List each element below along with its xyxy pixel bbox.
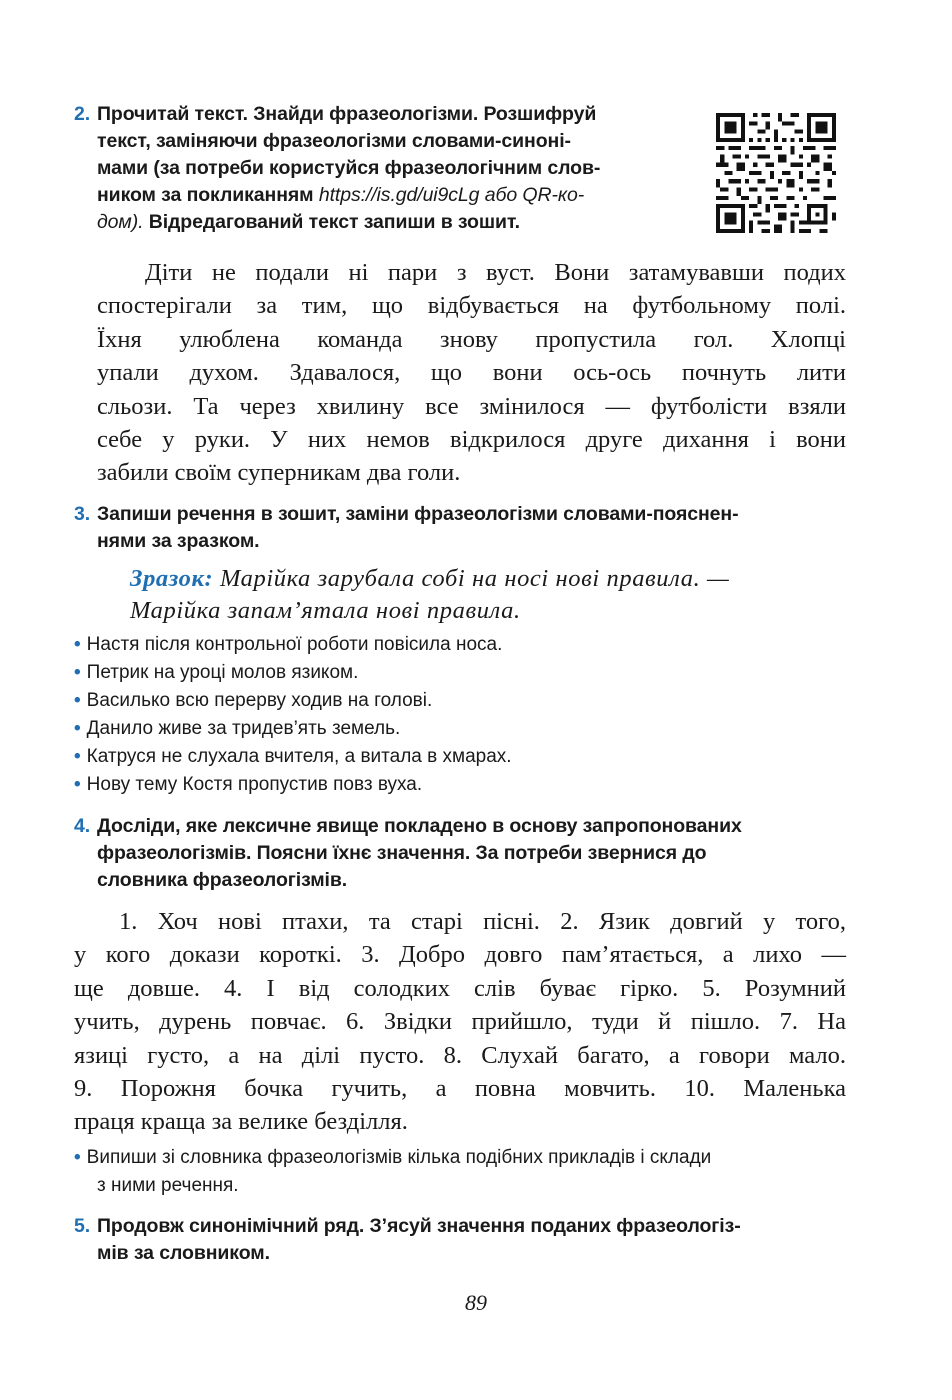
bullet-icon: • — [74, 1147, 81, 1168]
task-4-instructions — [97, 813, 742, 894]
list-item-text: Нову тему Костя пропустив повз вуха. — [86, 774, 423, 795]
sample-text-1: Марійка зарубала собі на носі нові правила. — — [219, 565, 730, 592]
list-item — [74, 631, 512, 659]
task-2 — [74, 101, 600, 236]
sample-line-1 — [130, 563, 729, 595]
qr-code-icon[interactable] — [716, 113, 836, 233]
note-line-2: з ними речення. — [97, 1175, 239, 1196]
sample-line-2: Марійка запам’ятала нові правила. — [130, 597, 521, 624]
list-item-text: Катруся не слухала вчителя, а витала в хмарах. — [86, 746, 512, 767]
text-line: 1. Хоч нові птахи, та старі пісні. 2. Язик довгий у того, — [119, 908, 846, 935]
list-item — [74, 771, 512, 799]
task-2-link[interactable]: https://is.gd/ui9cLg або QR-ко- — [318, 184, 585, 206]
task-3-bullet-list — [74, 631, 512, 799]
bullet-icon: • — [74, 662, 81, 683]
text-line: сльози. Та через хвилину все змінилося — футболісти взяли — [97, 392, 846, 420]
sample-label: Зразок: — [130, 565, 214, 592]
task-4-note — [74, 1144, 711, 1200]
sample-block — [130, 563, 729, 627]
bullet-icon: • — [74, 634, 81, 655]
task-3-number: 3. — [74, 503, 91, 525]
task-2-line-3: мами (за потреби користуйся фразеологічним слов- — [97, 157, 601, 179]
task-5-line-2: мів за словником. — [97, 1242, 270, 1264]
task-2-line-4 — [97, 182, 600, 209]
task-2-line-5 — [97, 209, 600, 236]
text-line: упали духом. Здавалося, що вони ось-ось почнуть лити — [97, 359, 846, 387]
task-2-line-2: текст, заміняючи фразеологізми словами-синоні- — [97, 130, 571, 152]
list-item — [74, 715, 512, 743]
task-2-instructions — [97, 101, 600, 236]
bullet-icon: • — [74, 718, 81, 739]
text-line: себе у руки. У них немов відкрилося друге дихання і вони — [97, 426, 846, 454]
task-2-line-5-italic: дом). — [97, 211, 144, 233]
list-item — [74, 687, 512, 715]
list-item-text: Данило живе за тридев’ять земель. — [86, 718, 401, 739]
task-4-text — [74, 905, 846, 1139]
text-line: забили своїм суперникам два голи. — [97, 459, 461, 487]
task-4-line-3: словника фразеологізмів. — [97, 869, 348, 891]
list-item-text: Петрик на уроці молов язиком. — [86, 662, 359, 683]
task-3-line-2: нями за зразком. — [97, 530, 260, 552]
task-3-instructions — [97, 501, 738, 555]
page-number: 89 — [465, 1290, 487, 1315]
list-item-text: Василько всю перерву ходив на голові. — [86, 690, 433, 711]
text-line: ще довше. 4. І від солодких слів буває гірко. 5. Розумний — [74, 974, 846, 1002]
task-5-instructions — [97, 1213, 741, 1267]
list-item — [74, 659, 512, 687]
text-line: Діти не подали ні пари з вуст. Вони затамувавши подих — [145, 259, 846, 286]
bullet-icon: • — [74, 774, 81, 795]
text-line: Їхня улюблена команда знову пропустила гол. Хлопці — [97, 325, 846, 353]
task-3 — [74, 501, 738, 555]
text-line: 9. Порожня бочка гучить, а повна мовчить. 10. Маленька — [74, 1075, 846, 1103]
list-item-text: Настя після контрольної роботи повісила носа. — [86, 634, 503, 655]
task-2-number: 2. — [74, 103, 91, 125]
text-line: язиці густо, а на ділі пусто. 8. Слухай багато, а говори мало. — [74, 1041, 846, 1069]
task-2-line-4-bold: ником за покликанням — [97, 184, 314, 206]
task-2-line-1: Прочитай текст. Знайди фразеологізми. Розшифруй — [97, 103, 597, 125]
task-5-line-1: Продовж синонімічний ряд. З’ясуй значення поданих фразеологіз- — [97, 1215, 741, 1237]
text-line: учить, дурень повчає. 6. Звідки прийшло, туди й пішло. 7. На — [74, 1008, 846, 1036]
task-3-line-1: Запиши речення в зошит, заміни фразеологізми словами-пояснен- — [97, 503, 739, 525]
task-2-text — [97, 256, 846, 490]
task-5 — [74, 1213, 741, 1267]
bullet-icon: • — [74, 746, 81, 767]
list-item — [74, 743, 512, 771]
task-5-number: 5. — [74, 1215, 91, 1237]
bullet-icon: • — [74, 690, 81, 711]
text-line: спостерігали за тим, що відбувається на футбольному полі. — [97, 292, 846, 320]
task-4 — [74, 813, 742, 894]
task-4-line-1: Досліди, яке лексичне явище покладено в основу запропонованих — [97, 815, 742, 837]
task-2-line-5-bold: Відредагований текст запиши в зошит. — [148, 211, 520, 233]
note-text-1: Випиши зі словника фразеологізмів кілька подібних прикладів і склади — [86, 1147, 712, 1168]
text-line: праця краща за велике безділля. — [74, 1108, 408, 1136]
task-4-line-2: фразеологізмів. Поясни їхнє значення. За потреби звернися до — [97, 842, 707, 864]
text-line: у кого докази короткі. 3. Добро довго пам’ятається, а лихо — — [74, 941, 846, 969]
note-line-1 — [74, 1144, 711, 1172]
task-4-number: 4. — [74, 815, 91, 837]
